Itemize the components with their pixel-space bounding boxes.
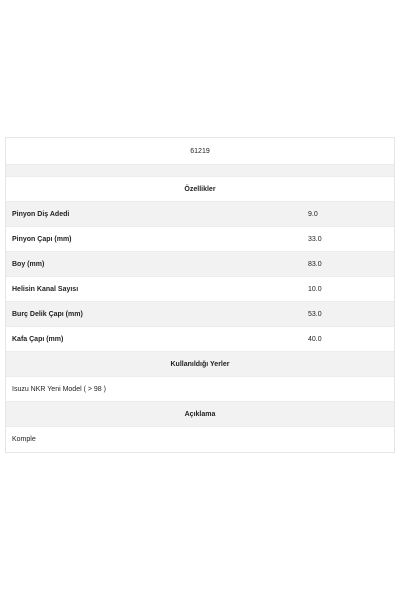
- spec-label: Burç Delik Çapı (mm): [12, 310, 83, 318]
- usage-title: Kullanıldığı Yerler: [170, 360, 230, 368]
- usage-text: Isuzu NKR Yeni Model ( > 98 ): [12, 385, 106, 393]
- description-text: Komple: [12, 436, 36, 443]
- spec-value: 40.0: [308, 335, 322, 343]
- spec-row: [6, 202, 394, 227]
- product-code: 61219: [190, 147, 210, 155]
- spec-row: [6, 252, 394, 277]
- usage-header: [6, 352, 394, 377]
- spec-value: 9.0: [308, 210, 318, 218]
- description-row: [6, 427, 394, 452]
- spec-value: 83.0: [308, 260, 322, 268]
- description-title: Açıklama: [184, 410, 216, 418]
- spec-row: [6, 277, 394, 302]
- spec-label: Pinyon Çapı (mm): [12, 235, 72, 243]
- description-header: [6, 402, 394, 427]
- spacer-row: [6, 165, 394, 177]
- specs-header: [6, 177, 394, 202]
- product-details-table: [5, 137, 395, 453]
- spec-label: Pinyon Diş Adedi: [12, 210, 70, 218]
- spec-label: Kafa Çapı (mm): [12, 335, 64, 343]
- spec-value: 33.0: [308, 235, 322, 243]
- spec-label: Boy (mm): [12, 260, 45, 268]
- spec-value: 53.0: [308, 310, 322, 318]
- spec-label: Helisin Kanal Sayısı: [12, 285, 79, 293]
- spec-row: [6, 227, 394, 252]
- usage-row: [6, 377, 394, 402]
- spec-row: [6, 302, 394, 327]
- product-code-row: [6, 138, 394, 165]
- spec-row: [6, 327, 394, 352]
- spec-value: 10.0: [308, 285, 322, 293]
- specs-title: Özellikler: [184, 185, 216, 193]
